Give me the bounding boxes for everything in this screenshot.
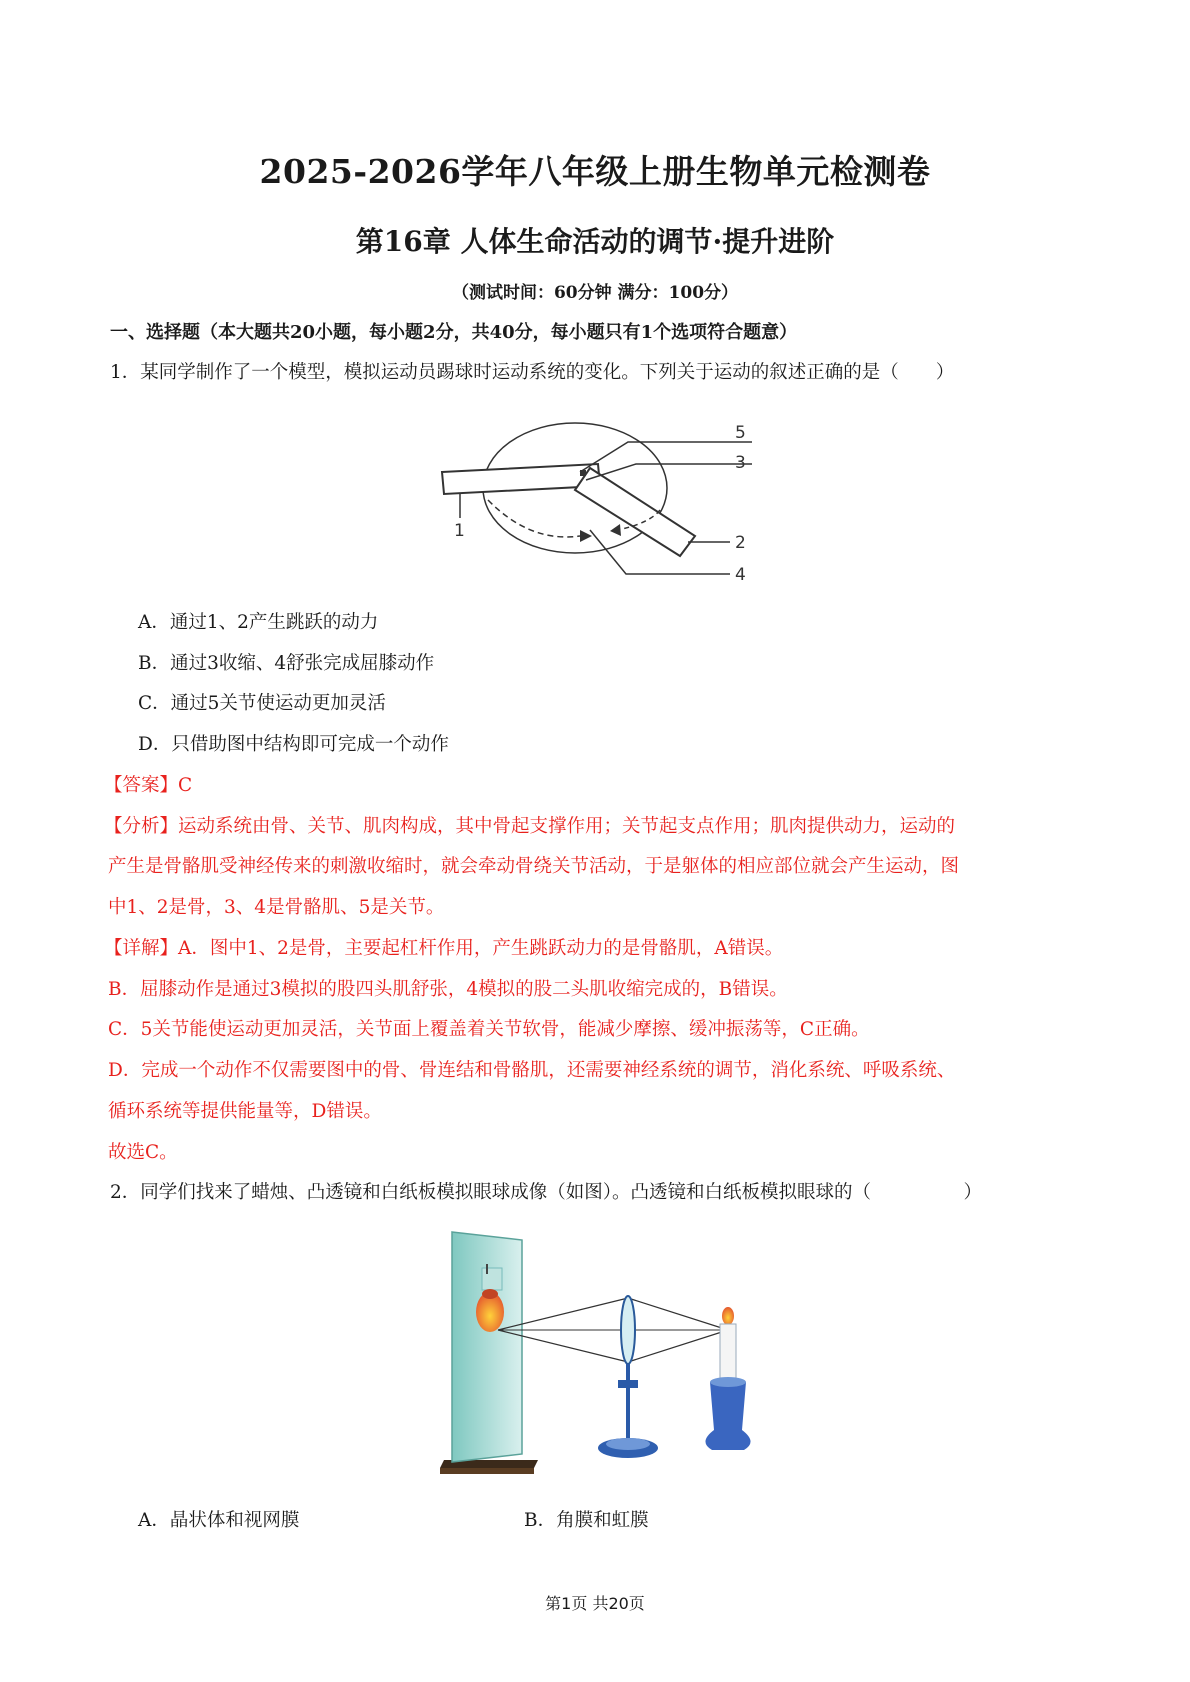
chapter-subtitle: 第16章 人体生命活动的调节·提升进阶 (355, 225, 835, 258)
q1-answer (104, 771, 192, 797)
q2-eye-model-figure (438, 1230, 778, 1480)
q1-figure-label-1: 1 (454, 521, 465, 541)
q1-option-b: B．通过3收缩、4舒张完成屈膝动作 (138, 653, 435, 674)
q1-analysis-line-2: 产生是骨骼肌受神经传来的刺激收缩时，就会牵动骨绕关节活动，于是躯体的相应部位就会产生运动，图 (108, 856, 960, 877)
test-info: （测试时间：60分钟 满分：100分） (451, 283, 739, 303)
q1-joint-model-figure (430, 418, 760, 588)
q1-analysis-line-1 (104, 812, 955, 838)
page-footer: 第1页 共20页 (545, 1594, 645, 1613)
q1-figure-label-4: 4 (735, 565, 746, 585)
q2-option-b: B．角膜和虹膜 (524, 1510, 649, 1531)
page-title: 2025-2026学年八年级上册生物单元检测卷 (259, 152, 931, 191)
analysis-text-1: 运动系统由骨、关节、肌肉构成，其中骨起支撑作用；关节起支点作用；肌肉提供动力，运动的 (178, 816, 956, 837)
q1-option-c: C．通过5关节使运动更加灵活 (138, 693, 386, 714)
q1-conclusion: 故选C。 (108, 1142, 178, 1163)
q1-analysis-line-3: 中1、2是骨，3、4是骨骼肌、5是关节。 (108, 897, 445, 918)
q1-figure-label-5: 5 (735, 423, 746, 443)
q1-detail-d-line-2: 循环系统等提供能量等，D错误。 (108, 1101, 382, 1122)
q2-stem: 2．同学们找来了蜡烛、凸透镜和白纸板模拟眼球成像（如图）。凸透镜和白纸板模拟眼球的（ ） (110, 1182, 983, 1203)
q1-detail-a (104, 934, 783, 960)
q1-figure-label-2: 2 (735, 533, 746, 553)
q1-detail-b: B．屈膝动作是通过3模拟的股四头肌舒张，4模拟的股二头肌收缩完成的，B错误。 (108, 979, 788, 1000)
q1-option-a: A．通过1、2产生跳跃的动力 (138, 612, 379, 633)
q1-detail-c: C．5关节能使运动更加灵活，关节面上覆盖着关节软骨，能减少摩擦、缓冲振荡等，C正确。 (108, 1019, 870, 1040)
q1-figure-label-3: 3 (735, 453, 746, 473)
section-heading: 一、选择题（本大题共20小题，每小题2分，共40分，每小题只有1个选项符合题意） (110, 322, 798, 343)
q1-stem: 1．某同学制作了一个模型，模拟运动员踢球时运动系统的变化。下列关于运动的叙述正确的是（ ） (110, 362, 955, 383)
detail-a-text: A．图中1、2是骨，主要起杠杆作用，产生跳跃动力的是骨骼肌，A错误。 (178, 938, 784, 959)
analysis-tag: 【分析】 (104, 816, 179, 837)
detail-tag: 【详解】 (104, 938, 179, 959)
answer-value: C (178, 775, 193, 796)
q1-detail-d-line-1: D．完成一个动作不仅需要图中的骨、骨连结和骨骼肌，还需要神经系统的调节，消化系统、呼吸系统、 (108, 1060, 956, 1081)
q2-option-a: A．晶状体和视网膜 (138, 1510, 300, 1531)
q1-option-d: D．只借助图中结构即可完成一个动作 (138, 734, 449, 755)
answer-tag: 【答案】 (104, 775, 179, 796)
